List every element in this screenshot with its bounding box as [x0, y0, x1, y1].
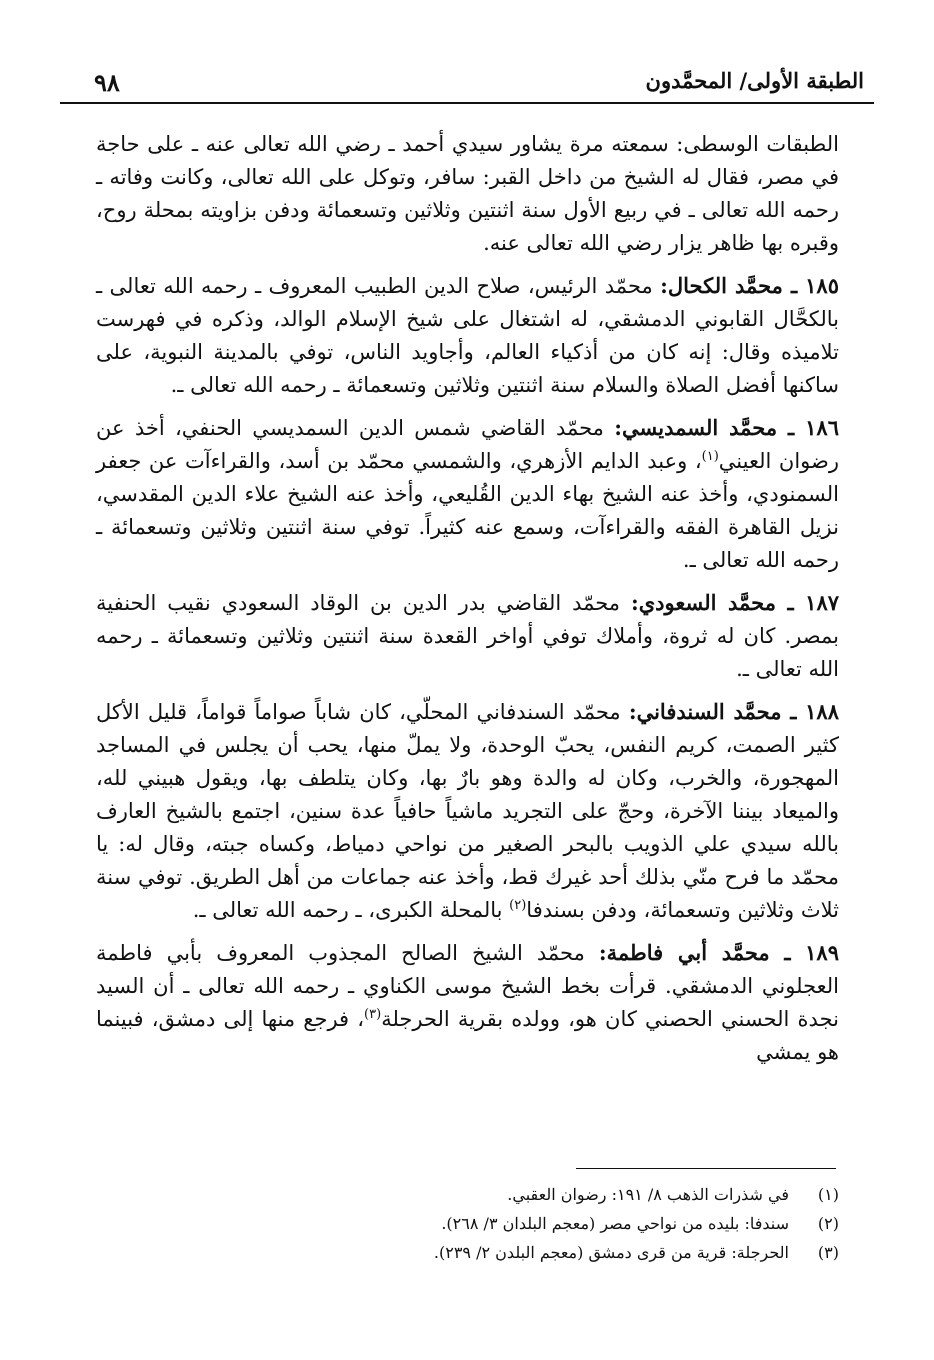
footnote-number: (١): [817, 1185, 839, 1204]
footnotes: [96, 1180, 839, 1267]
entry-text: محمّد القاضي شمس الدين السمديسي الحنفي، أخذ عن رضوان العيني: [96, 416, 839, 473]
footnote-ref[interactable]: (٣): [364, 1007, 382, 1022]
entry-189: [96, 936, 839, 1069]
footnote-text: في شذرات الذهب ٨/ ١٩١: رضوان العقبي.: [507, 1185, 789, 1204]
footnote-ref[interactable]: (٢): [509, 898, 527, 913]
entry-186: [96, 411, 839, 577]
entry-text: محمّد السندفاني المحلّي، كان شاباً صواماً قواماً، قليل الأكل كثير الصمت، كريم النفس، يحبّ الوحدة، ولا يملّ منها، يحب أن يجلس في المساجد المهجورة، والخرب، وكان له والدة وهو بارٌ بها، وكان يتلطف بها، ويقول هبيني لله، والميعاد بيننا الآخرة، وحجّ على التجريد ماشياً حافياً عدة سنين، اجتمع بالشيخ العارف بالله سيدي علي الذويب بالبحر الصغير من نواحي دمياط، وكساه جبته، وقال له: يا محمّد ما فرح منّي بذلك أحد غيرك قط، وأخذ عنه جماعات من أهل الطريق. توفي سنة ثلاث وثلاثين وتسعمائة، ودفن بسندفا: [96, 700, 839, 922]
footnote-text: الحرجلة: قرية من قرى دمشق (معجم البلدن ٢/ ٢٣٩).: [433, 1243, 789, 1262]
header-title: الطبقة الأولى/ المحمَّدون: [645, 68, 864, 93]
footnote-text: سندفا: بليده من نواحي مصر (معجم البلدان ٣/ ٢٦٨).: [441, 1214, 789, 1233]
footnote-ref[interactable]: (١): [701, 449, 719, 464]
entry-heading: ١٨٧ ـ محمَّد السعودي:: [630, 590, 840, 615]
footnote-divider: [576, 1168, 836, 1169]
entry-188: [96, 695, 839, 927]
entry-heading: ١٨٩ ـ محمَّد أبي فاطمة:: [598, 940, 839, 965]
running-header: [60, 62, 874, 104]
entry-heading: ١٨٨ ـ محمَّد السندفاني:: [628, 699, 839, 724]
page-number: ٩٨: [94, 68, 120, 97]
footnote-item: [96, 1238, 839, 1267]
paragraph-continuation: [96, 128, 839, 260]
main-text: [96, 128, 839, 1078]
entry-text: محمّد الرئيس، صلاح الدين الطبيب المعروف ـ رحمه الله تعالى ـ بالكحَّال القابوني الدمشقي، له اشتغال على شيخ الإسلام الوالد، وذكره في فهرست تلاميذه وقال: إنه كان من أذكياء العالم، وأجاويد الناس، توفي بالمدينة النبوية، على ساكنها أفضل الصلاة والسلام سنة اثنتين وثلاثين وتسعمائة ـ رحمه الله تعالى ـ.: [96, 274, 839, 397]
footnote-number: (٢): [817, 1214, 839, 1233]
footnote-number: (٣): [817, 1243, 839, 1262]
entry-text: ، وعبد الدايم الأزهري، والشمسي محمّد بن أسد، والقراءآت عن جعفر السمنودي، وأخذ عنه الشيخ بهاء الدين القُليعي، وأخذ عنه الشيخ علاء الدين المقدسي، نزيل القاهرة الفقه والقراءآت، وسمع عنه كثيراً. توفي سنة اثنتين وثلاثين وتسعمائة ـ رحمه الله تعالى ـ.: [96, 449, 839, 572]
entry-heading: ١٨٦ ـ محمَّد السمديسي:: [614, 415, 839, 440]
entry-text: محمّد الشيخ الصالح المجذوب المعروف بأبي فاطمة العجلوني الدمشقي. قرأت بخط الشيخ موسى الكناوي ـ رحمه الله تعالى ـ أن السيد نجدة الحسني الحصني كان هو، وولده بقرية الحرجلة: [96, 941, 839, 1031]
entry-187: [96, 586, 839, 686]
entry-185: [96, 269, 839, 402]
footnote-item: [96, 1209, 839, 1238]
entry-heading: ١٨٥ ـ محمَّد الكحال:: [660, 273, 839, 298]
entry-text: بالمحلة الكبرى، ـ رحمه الله تعالى ـ.: [192, 898, 510, 922]
paragraph-text: الطبقات الوسطى: سمعته مرة يشاور سيدي أحمد ـ رضي الله تعالى عنه ـ على حاجة في مصر، فقال له الشيخ من داخل القبر: سافر، وتوكل على الله تعالى، وكانت وفاته ـ رحمه الله تعالى ـ في ربيع الأول سنة اثنتين وثلاثين وتسعمائة ودفن بزاويته بمحلة روح، وقبره بها ظاهر يزار رضي الله تعالى عنه.: [96, 132, 839, 255]
footnote-item: [96, 1180, 839, 1209]
entry-text: محمّد القاضي بدر الدين بن الوقاد السعودي نقيب الحنفية بمصر. كان له ثروة، وأملاك توفي أواخر القعدة سنة اثنتين وثلاثين وتسعمائة ـ رحمه الله تعالى ـ.: [96, 591, 839, 681]
entry-text: ، فرجع منها إلى دمشق، فبينما هو يمشي: [96, 1007, 839, 1064]
